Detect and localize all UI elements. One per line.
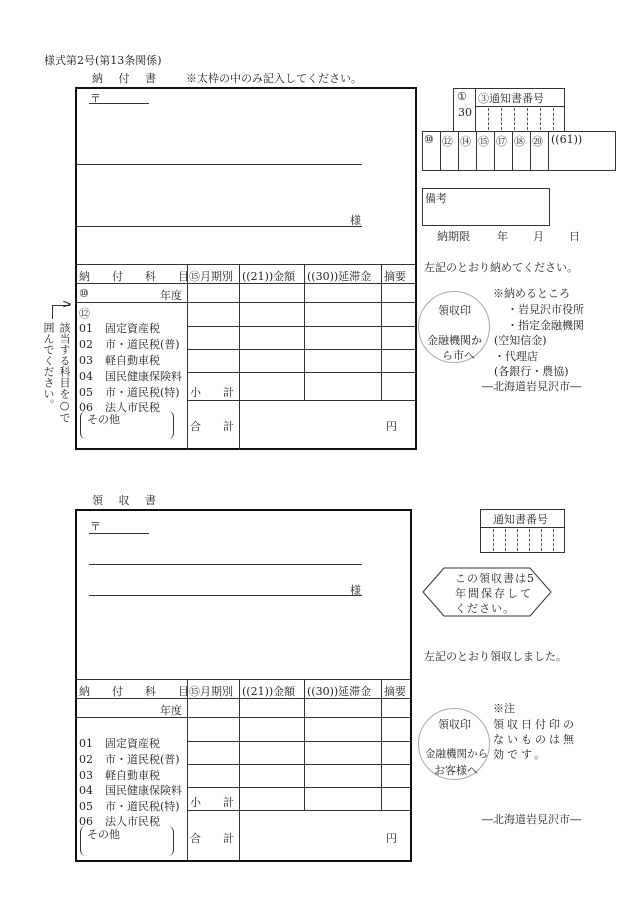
code-cell: ⑰ — [496, 135, 507, 148]
subject-code: ⑫ — [79, 307, 90, 320]
subject-item[interactable]: 02 市・道民税(普) — [79, 338, 180, 351]
side-note-1: 該当する科目を○で — [58, 322, 71, 423]
total-label: 合 計 — [190, 832, 234, 845]
pay-place: (空知信金) — [494, 334, 547, 347]
col-line — [187, 679, 188, 860]
code-cell: ⑫ — [442, 135, 453, 148]
subject-item: 06 法人市民税 — [79, 815, 160, 828]
name-line[interactable] — [89, 595, 362, 596]
caution-line: 効です。 — [493, 748, 549, 761]
col-line — [475, 88, 476, 132]
header-period: ⑮月期別 — [189, 685, 233, 698]
subject-item: 01 固定資産税 — [79, 737, 160, 750]
table-year-line — [77, 302, 415, 303]
subject-item[interactable]: 06 法人市民税 — [79, 401, 160, 414]
code-cell: ((61)) — [551, 133, 583, 146]
form-id: 様式第2号(第13条関係) — [44, 54, 162, 67]
notice-label: 通知書番号 — [493, 513, 548, 526]
table-row-line — [187, 741, 410, 742]
stamp-line1: 金融機関から — [425, 748, 488, 760]
side-note-2: 囲んでください。 — [42, 322, 55, 410]
col-line — [381, 264, 382, 400]
subject-item: 05 市・道民税(特) — [79, 800, 180, 813]
subject-item[interactable]: 01 固定資産税 — [79, 322, 160, 335]
table-row-line — [187, 764, 410, 765]
due-month: 月 — [533, 230, 544, 243]
table-row-line — [187, 787, 410, 788]
code-cell: ⑮ — [478, 135, 489, 148]
header-period: ⑮月期別 — [189, 270, 233, 283]
other-label: その他 — [87, 828, 120, 841]
address-line[interactable] — [89, 564, 362, 565]
circle1-label: ① — [457, 90, 467, 103]
caution-line: ないものは無 — [493, 733, 577, 746]
col-line — [187, 264, 188, 450]
col-line — [304, 679, 305, 810]
col-line — [304, 264, 305, 400]
code-cell: ⑭ — [460, 135, 471, 148]
keep-note-line: 年間保存して — [455, 587, 533, 600]
pay-places-heading: ※納めるところ — [493, 287, 570, 300]
pay-place: (各銀行・農協) — [494, 365, 569, 378]
stamp-line2: お客様へ — [434, 764, 478, 777]
table-top-line — [77, 679, 410, 680]
remarks-label: 備考 — [425, 192, 447, 205]
postal-mark: 〒 — [90, 92, 101, 105]
col-line — [239, 264, 240, 450]
payment-slip-title: 納 付 書 — [92, 72, 162, 85]
name-line[interactable] — [77, 226, 362, 227]
other-bracket[interactable] — [80, 411, 174, 439]
col-line — [476, 131, 477, 171]
yen-label: 円 — [386, 832, 397, 845]
table-year-line — [77, 717, 410, 718]
honorific: 様 — [350, 214, 361, 227]
table-row-line — [187, 810, 410, 811]
table-row-line — [187, 400, 415, 401]
due-year: 年 — [497, 230, 508, 243]
postal-mark: 〒 — [90, 520, 101, 533]
instruction-text: ※太枠の中のみ記入してください。 — [186, 72, 362, 85]
receipt-footer: ―北海道岩見沢市― — [482, 813, 581, 826]
header-summary: 摘要 — [384, 270, 406, 283]
receipt-message: 左記のとおり領収しました。 — [424, 650, 567, 663]
col-line — [381, 679, 382, 810]
receipt-title: 領 収 書 — [92, 494, 162, 507]
year-code: ⑩ — [79, 287, 89, 300]
address-line[interactable] — [77, 164, 362, 165]
yen-label: 円 — [386, 420, 397, 433]
subject-item: 04 国民健康保険料 — [79, 784, 182, 797]
circle1-value: 30 — [458, 106, 472, 119]
col-line — [494, 131, 495, 171]
pay-message: 左記のとおり納めてください。 — [424, 261, 578, 274]
keep-note-line: この領収書は5 — [455, 572, 535, 585]
notice-label: ③通知書番号 — [478, 92, 544, 105]
stamp-line2: ら市へ — [442, 349, 475, 362]
year-label: 年度 — [160, 704, 182, 717]
stamp-line1: 金融機関か — [427, 334, 482, 347]
subject-item[interactable]: 03 軽自動車税 — [79, 354, 160, 367]
header-subject: 納 付 科 目 — [79, 270, 189, 283]
pay-place: ・指定金融機関 — [507, 319, 584, 332]
arrow-icon: > — [62, 297, 73, 311]
header-summary: 摘要 — [384, 685, 406, 698]
col-line — [548, 131, 549, 171]
pay-places-footer: ―北海道岩見沢市― — [482, 380, 581, 393]
honorific: 様 — [350, 584, 361, 597]
stamp-title: 領収印 — [438, 718, 471, 731]
postal-code-line[interactable] — [89, 103, 149, 104]
col-line — [512, 131, 513, 171]
pay-place: ・代理店 — [494, 350, 538, 363]
subject-item: 02 市・道民税(普) — [79, 753, 180, 766]
caution-heading: ※注 — [493, 702, 515, 715]
code-cell: ⑱ — [514, 135, 525, 148]
header-amount: ((21))金額 — [242, 685, 296, 698]
due-date-label: 納期限 — [437, 230, 470, 243]
col-line — [458, 131, 459, 171]
total-label: 合 計 — [190, 420, 234, 433]
header-late-fee: ((30))延滞金 — [307, 270, 372, 283]
row-line — [475, 106, 565, 107]
arrow-line — [52, 305, 53, 319]
header-late-fee: ((30))延滞金 — [307, 685, 372, 698]
due-day: 日 — [569, 230, 580, 243]
col-line — [530, 131, 531, 171]
postal-code-line[interactable] — [89, 533, 149, 534]
subtotal-label: 小 計 — [190, 796, 234, 809]
table-top-line — [77, 264, 415, 265]
col-line — [239, 679, 240, 860]
subject-item[interactable]: 05 市・道民税(特) — [79, 386, 180, 399]
subtotal-label: 小 計 — [190, 386, 234, 399]
row-line — [480, 527, 565, 528]
subject-item: 03 軽自動車税 — [79, 769, 160, 782]
keep-note-line: ください。 — [455, 602, 515, 615]
year-label: 年度 — [160, 289, 182, 302]
other-bracket — [80, 826, 174, 856]
header-subject: 納 付 科 目 — [79, 685, 189, 698]
stamp-title: 領収印 — [438, 304, 471, 317]
caution-line: 領収日付印の — [493, 718, 577, 731]
pay-place: ・岩見沢市役所 — [507, 303, 584, 316]
code-cell: ⑳ — [532, 135, 543, 148]
header-amount: ((21))金額 — [242, 270, 296, 283]
other-label: その他 — [87, 413, 120, 426]
col-line — [440, 131, 441, 171]
code-cell: ⑩ — [424, 133, 434, 146]
subject-item[interactable]: 04 国民健康保険料 — [79, 370, 182, 383]
